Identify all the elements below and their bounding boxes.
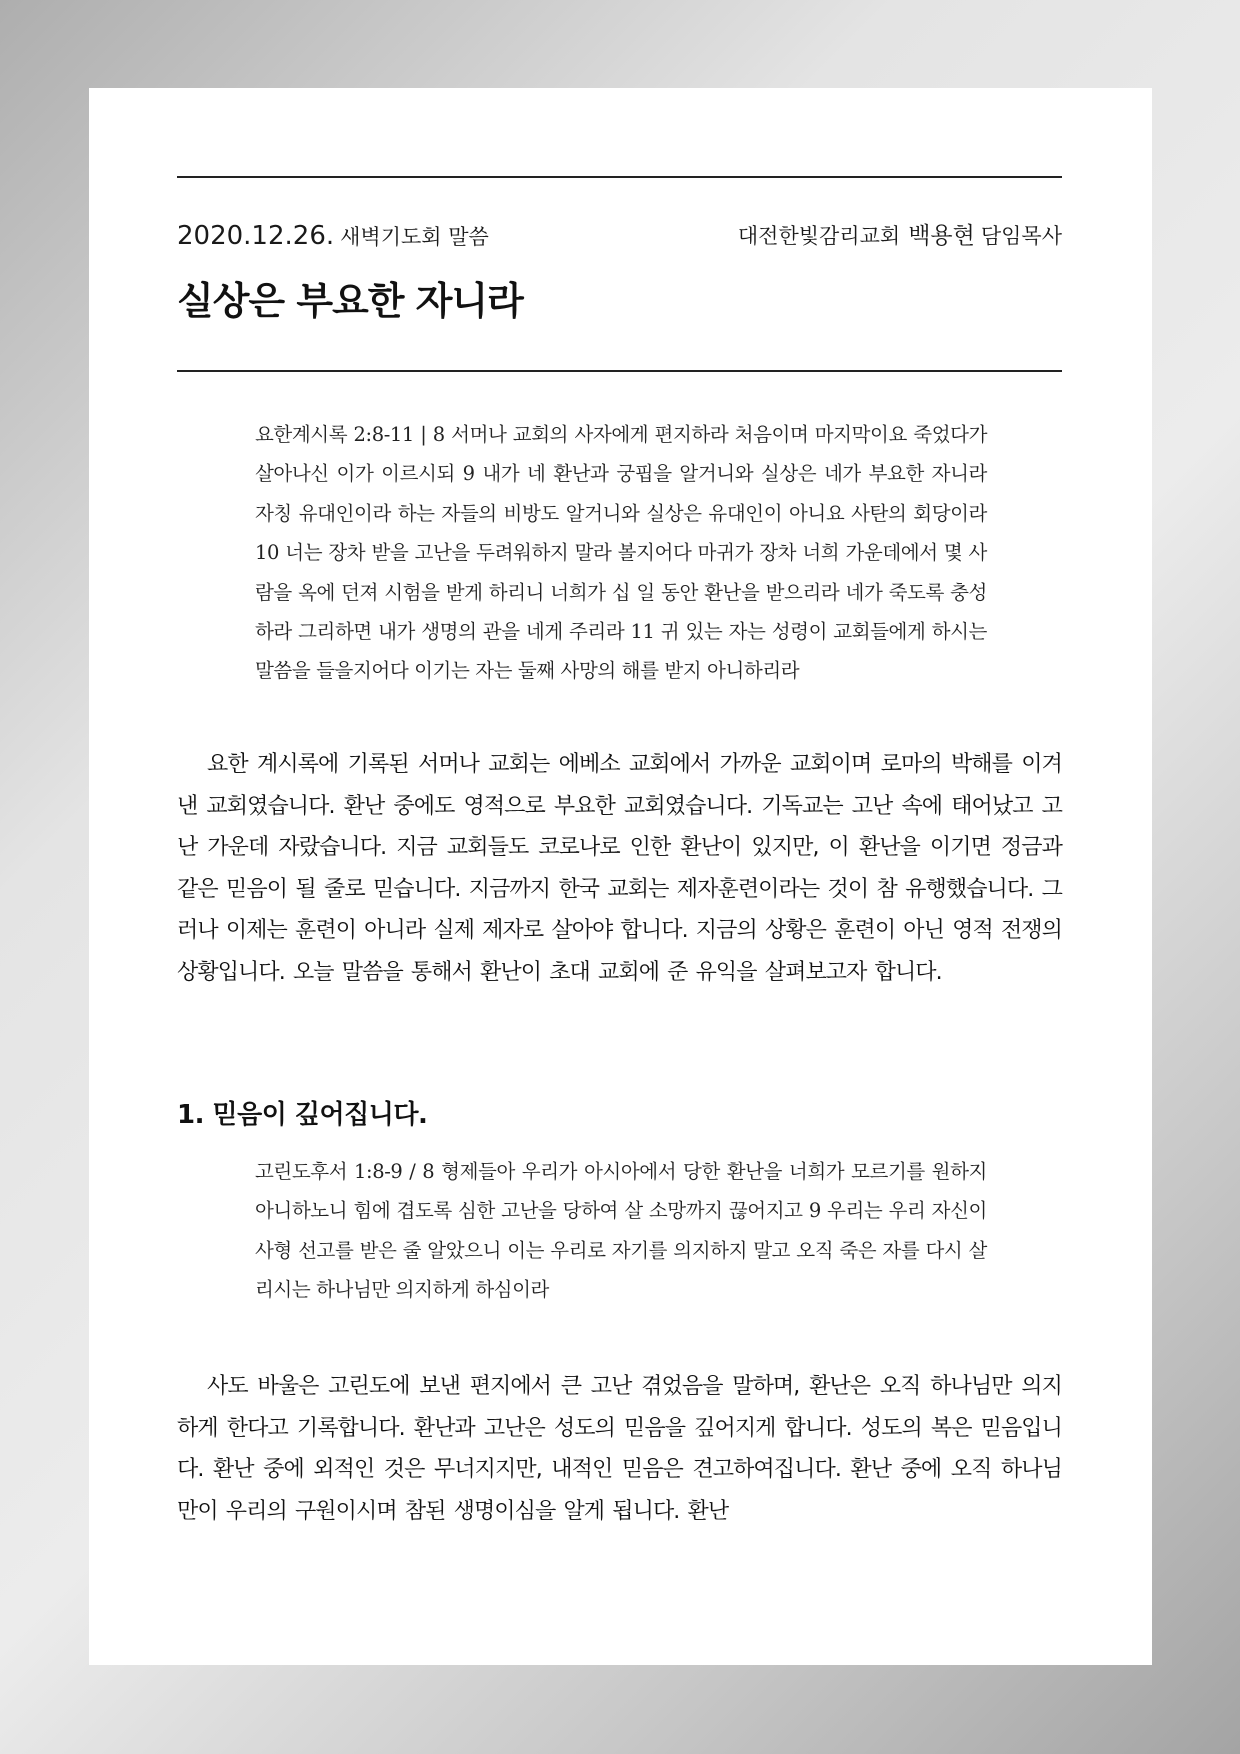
pastor-role: 담임목사 — [980, 224, 1062, 248]
sermon-date: 2020.12.26. — [177, 221, 335, 251]
pastor-name: 백용현 — [908, 223, 975, 249]
scripture-passage: 고린도후서 1:8-9 / 8 형제들아 우리가 아시아에서 당한 환난을 너희가 모르기를 원하지 아니하노니 힘에 겹도록 심한 고난을 당하여 살 소망까지 끊어지고 9 우리는 우리 자신이 사형 선고를 받은 줄 알았으니 이는 우리로 자기를 의지하지 말고 오직 죽은 자를 다시 살리시는 하나님만 의지하게 하심이라 — [255, 1160, 987, 1302]
sermon-title: 실상은 부요한 자니라 — [177, 279, 523, 323]
scripture-passage: 요한계시록 2:8-11 | 8 서머나 교회의 사자에게 편지하라 처음이며 마지막이요 죽었다가 살아나신 이가 이르시되 9 내가 네 환난과 궁핍을 알거니와 실상은 네가 부요한 자니라 자칭 유대인이라 하는 자들의 비방도 알거니와 실상은 유대인이 아니요 사탄의 회당이라 10 너는 장차 받을 고난을 두려워하지 말라 볼지어다 마귀가 장차 너희 가운데에서 몇 사람을 옥에 던져 시험을 받게 하리니 너희가 십 일 동안 환난을 받으리라 네가 죽도록 충성하라 그리하면 내가 생명의 관을 네게 주리라 11 귀 있는 자는 성령이 교회들에게 하시는 말씀을 들을지어다 이기는 자는 둘째 사망의 해를 받지 아니하리라 — [255, 423, 987, 683]
section-heading: 1. 믿음이 깊어집니다. — [177, 1100, 428, 1130]
church-name: 대전한빛감리교회 — [737, 224, 901, 248]
body-paragraph: 요한 계시록에 기록된 서머나 교회는 에베소 교회에서 가까운 교회이며 로마의 박해를 이겨낸 교회였습니다. 환난 중에도 영적으로 부요한 교회였습니다. 기독교는 고난 속에 태어났고 고난 가운데 자랐습니다. 지금 교회들도 코로나로 인한 환난이 있지만, 이 환난을 이기면 정금과 같은 믿음이 될 줄로 믿습니다. 지금까지 한국 교회는 제자훈련이라는 것이 참 유행했습니다. 그러나 이제는 훈련이 아니라 실제 제자로 살아야 합니다. 지금의 상황은 훈련이 아닌 영적 전쟁의 상황입니다. 오늘 말씀을 통해서 환난이 초대 교회에 준 유익을 살펴보고자 합니다. — [177, 752, 1062, 985]
sermon-date-line — [177, 222, 489, 253]
sermon-kind: 새벽기도회 말씀 — [340, 225, 489, 249]
top-rule — [177, 176, 1062, 178]
body-paragraph: 사도 바울은 고린도에 보낸 편지에서 큰 고난 겪었음을 말하며, 환난은 오직 하나님만 의지하게 한다고 기록합니다. 환난과 고난은 성도의 믿음을 깊어지게 합니다. 성도의 복은 믿음입니다. 환난 중에 외적인 것은 무너지지만, 내적인 믿음은 견고하여집니다. 환난 중에 오직 하나님만이 우리의 구원이시며 참된 생명이심을 알게 됩니다. 환난 — [177, 1374, 1062, 1524]
document-page — [89, 88, 1152, 1665]
preacher-line — [738, 222, 1062, 252]
title-rule — [177, 370, 1062, 372]
